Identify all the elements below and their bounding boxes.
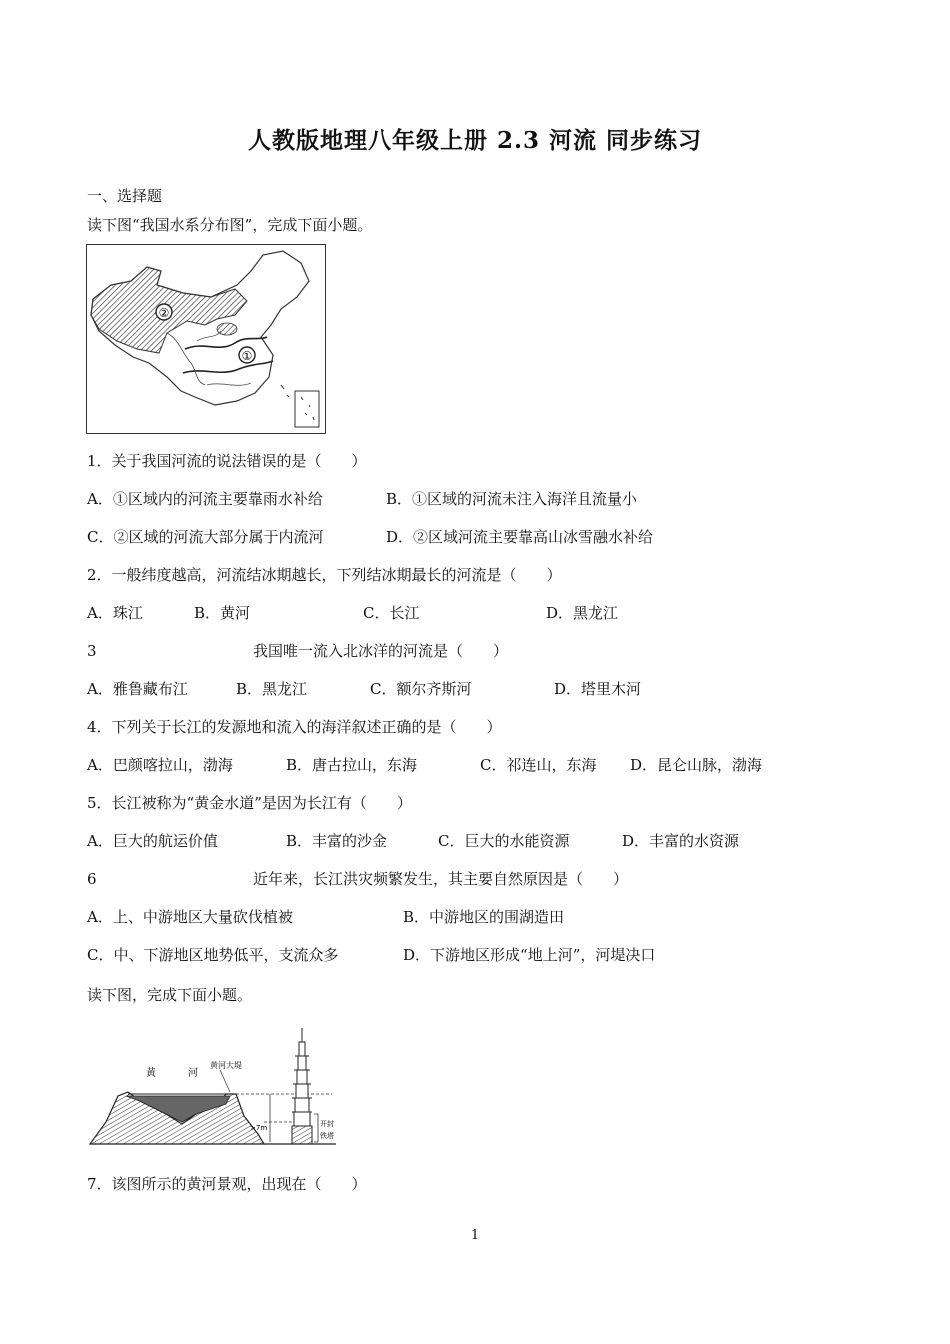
- question-2-option-c: C．长江: [363, 604, 420, 622]
- question-6-option-d: D．下游地区形成“地上河”，河堤决口: [403, 946, 656, 964]
- question-1-stem: 1．关于我国河流的说法错误的是（ ）: [87, 452, 367, 470]
- question-2-option-d: D．黑龙江: [546, 604, 619, 622]
- question-6-option-c: C．中、下游地区地势低平，支流众多: [87, 946, 339, 964]
- question-3-option-b: B．黑龙江: [236, 680, 308, 698]
- question-4-stem: 4．下列关于长江的发源地和流入的海洋叙述正确的是（ ）: [87, 718, 502, 736]
- question-5-stem: 5．长江被称为“黄金水道”是因为长江有（ ）: [87, 794, 412, 812]
- question-3-option-c: C．额尔齐斯河: [370, 680, 472, 698]
- question-2-option-a: A．珠江: [87, 604, 143, 622]
- section-heading: 一、选择题: [87, 187, 163, 205]
- intro-text-1: 读下图“我国水系分布图”，完成下面小题。: [87, 216, 373, 234]
- question-4-option-b: B．唐古拉山，东海: [286, 756, 418, 774]
- page-number: 1: [470, 1228, 480, 1243]
- question-3-option-d: D．塔里木河: [554, 680, 642, 698]
- map-drawing: [87, 245, 325, 433]
- question-3-stem: 我国唯一流入北冰洋的河流是（ ）: [253, 642, 509, 660]
- label-river-char1: 黄: [146, 1068, 156, 1079]
- question-4-option-c: C．祁连山，东海: [480, 756, 597, 774]
- question-1-option-c: C．②区域的河流大部分属于内流河: [87, 528, 324, 546]
- label-city2: 铁塔: [320, 1132, 334, 1140]
- question-1-option-a: A．①区域内的河流主要靠雨水补给: [87, 490, 323, 508]
- label-levee: 黄河大堤: [210, 1061, 242, 1070]
- question-1-option-d: D．②区域河流主要靠高山冰雪融水补给: [386, 528, 654, 546]
- question-5-option-d: D．丰富的水资源: [622, 832, 740, 850]
- china-water-system-map: [86, 244, 326, 434]
- question-6-option-b: B．中游地区的围湖造田: [403, 908, 565, 926]
- question-2-option-b: B．黄河: [194, 604, 251, 622]
- question-3-number: 3: [87, 642, 97, 660]
- question-3-option-a: A．雅鲁藏布江: [87, 680, 188, 698]
- map-label-2: ②: [158, 306, 170, 320]
- question-6-number: 6: [87, 870, 97, 888]
- question-6-stem: 近年来，长江洪灾频繁发生，其主要自然原因是（ ）: [253, 870, 629, 888]
- question-6-option-a: A．上、中游地区大量砍伐植被: [87, 908, 293, 926]
- question-1-option-b: B．①区域的河流未注入海洋且流量小: [386, 490, 638, 508]
- intro-text-2: 读下图，完成下面小题。: [87, 986, 253, 1004]
- question-4-option-d: D．昆仑山脉，渤海: [630, 756, 763, 774]
- diagram-drawing: [86, 1022, 338, 1150]
- question-2-stem: 2．一般纬度越高，河流结冰期越长，下列结冰期最长的河流是（ ）: [87, 566, 562, 584]
- label-height: >7m: [250, 1124, 268, 1132]
- label-river-char2: 河: [188, 1068, 198, 1079]
- label-city1: 开封: [320, 1120, 334, 1128]
- question-5-option-c: C．巨大的水能资源: [438, 832, 570, 850]
- page-title: 人教版地理八年级上册 2.3 河流 同步练习: [247, 127, 703, 154]
- question-4-option-a: A．巴颜喀拉山，渤海: [87, 756, 233, 774]
- question-5-option-b: B．丰富的沙金: [286, 832, 388, 850]
- yellow-river-diagram: [86, 1022, 338, 1150]
- question-7-stem: 7．该图所示的黄河景观，出现在（ ）: [87, 1175, 367, 1193]
- map-label-1: ①: [241, 349, 253, 363]
- question-5-option-a: A．巨大的航运价值: [87, 832, 218, 850]
